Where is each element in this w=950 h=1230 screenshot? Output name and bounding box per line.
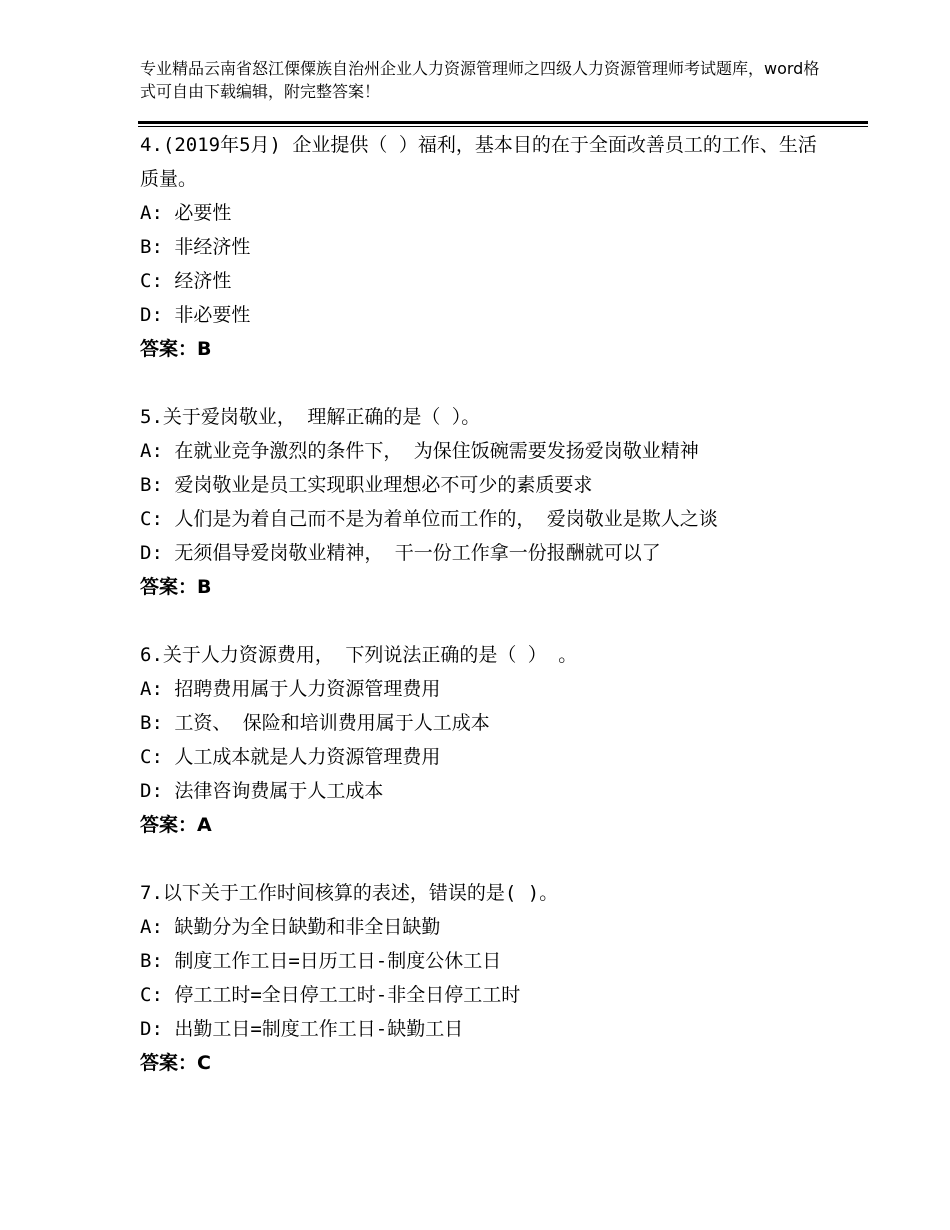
answer-label: 答案：B	[140, 338, 212, 360]
header-rule-thin	[138, 126, 868, 127]
question-stem: 5.关于爱岗敬业， 理解正确的是（ ）。	[140, 406, 481, 428]
question-5	[140, 400, 830, 604]
answer-label: 答案：A	[140, 814, 212, 836]
question-stem: 6.关于人力资源费用， 下列说法正确的是（ ） 。	[140, 644, 578, 666]
option-a: A: 必要性	[140, 202, 232, 224]
question-6	[140, 638, 830, 842]
question-7	[140, 876, 830, 1080]
option-c: C: 人工成本就是人力资源管理费用	[140, 746, 441, 768]
option-d: D: 出勤工日=制度工作工日-缺勤工日	[140, 1018, 464, 1040]
document-header: 专业精品云南省怒江傈僳族自治州企业人力资源管理师之四级人力资源管理师考试题库，word格式可自由下载编辑，附完整答案！	[140, 59, 820, 101]
option-b: B: 制度工作工日=日历工日-制度公休工日	[140, 950, 502, 972]
option-a: A: 招聘费用属于人力资源管理费用	[140, 678, 441, 700]
option-b: B: 非经济性	[140, 236, 251, 258]
option-a: A: 在就业竞争激烈的条件下， 为保住饭碗需要发扬爱岗敬业精神	[140, 440, 699, 462]
option-c: C: 停工工时=全日停工工时-非全日停工工时	[140, 984, 521, 1006]
question-stem: 7.以下关于工作时间核算的表述，错误的是( )。	[140, 882, 559, 904]
option-c: C: 经济性	[140, 270, 232, 292]
option-d: D: 无须倡导爱岗敬业精神， 干一份工作拿一份报酬就可以了	[140, 542, 661, 564]
answer-label: 答案：B	[140, 576, 212, 598]
question-4	[140, 128, 830, 366]
option-c: C: 人们是为着自己而不是为着单位而工作的， 爱岗敬业是欺人之谈	[140, 508, 718, 530]
header-rule-thick	[138, 121, 868, 124]
option-d: D: 法律咨询费属于人工成本	[140, 780, 384, 802]
question-stem: 4.(2019年5月) 企业提供（ ）福利，基本目的在于全面改善员工的工作、生活质量。	[140, 134, 817, 190]
answer-label: 答案：C	[140, 1052, 211, 1074]
option-a: A: 缺勤分为全日缺勤和非全日缺勤	[140, 916, 441, 938]
option-b: B: 爱岗敬业是员工实现职业理想必不可少的素质要求	[140, 474, 593, 496]
option-b: B: 工资、 保险和培训费用属于人工成本	[140, 712, 490, 734]
option-d: D: 非必要性	[140, 304, 251, 326]
question-list	[140, 128, 830, 1114]
